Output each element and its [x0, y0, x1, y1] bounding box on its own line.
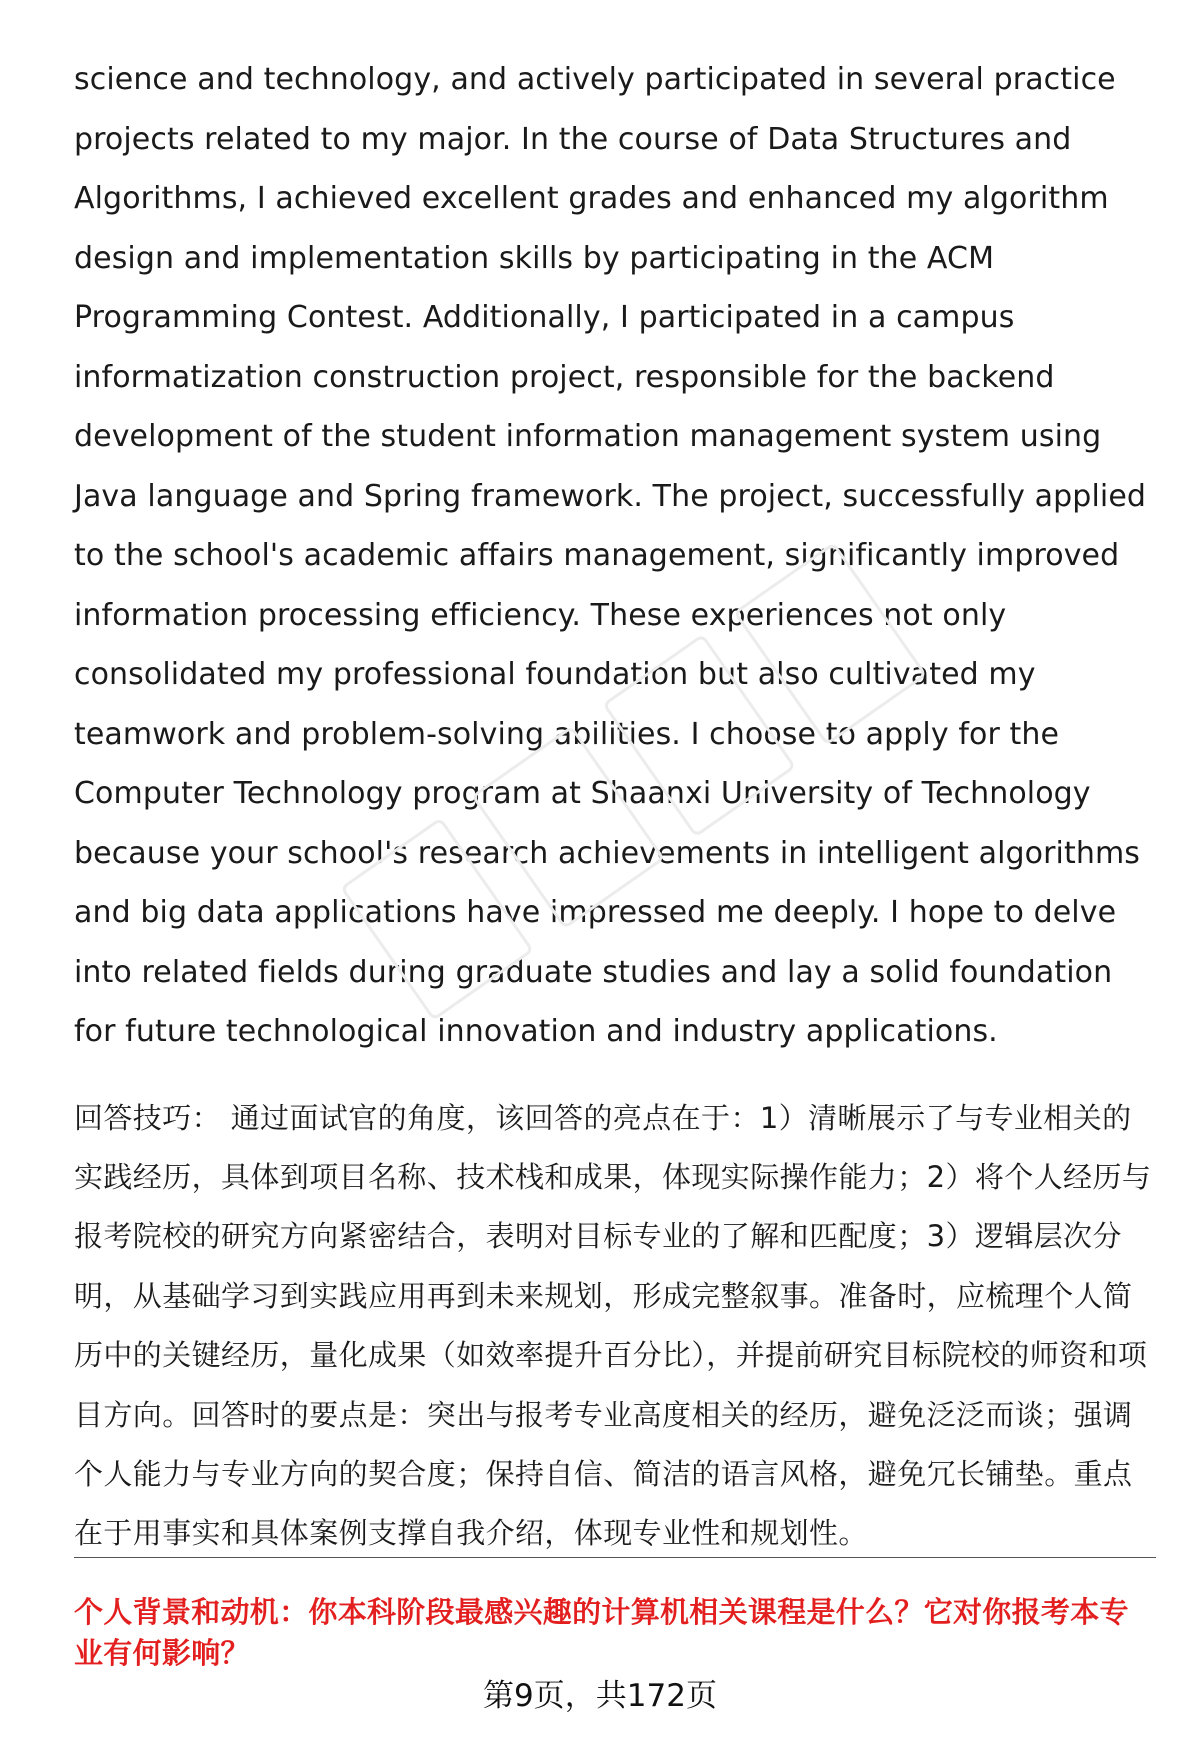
section-divider: [74, 1557, 1156, 1558]
next-question-heading: 个人背景和动机：你本科阶段最感兴趣的计算机相关课程是什么？它对你报考本专业有何影响？: [74, 1595, 1129, 1670]
answer-tips: [74, 1089, 1156, 1564]
answer-paragraph: science and technology, and actively participated in several practice projects related to my major. In the course of Data Structures and Algorithms, I achieved excellent grades and enhanced my algorithm design and implementation skills by participating in the ACM Programming Contest. Additionally, I participated in a campus informatization construction project, responsible for the backend development of the student information management system using Java language and Spring framework. The project, successfully applied to the school's academic affairs management, significantly improved information processing efficiency. These experiences not only consolidated my professional foundation but also cultivated my teamwork and problem-solving abilities. I choose to apply for the Computer Technology program at Shaanxi University of Technology because your school's research achievements in intelligent algorithms and big data applications have impressed me deeply. I hope to delve into related fields during graduate studies and lay a solid foundation for future technological innovation and industry applications.: [74, 62, 1147, 1049]
tips-label: 回答技巧：: [74, 1100, 222, 1135]
page-number: 第9页，共172页: [483, 1678, 717, 1714]
tips-text: 通过面试官的角度，该回答的亮点在于：1）清晰展示了与专业相关的实践经历，具体到项目名称、技术栈和成果，体现实际操作能力；2）将个人经历与报考院校的研究方向紧密结合，表明对目标专业的了解和匹配度；3）逻辑层次分明，从基础学习到实践应用再到未来规划，形成完整叙事。准备时，应梳理个人简历中的关键经历，量化成果（如效率提升百分比），并提前研究目标院校的师资和项目方向。回答时的要点是：突出与报考专业高度相关的经历，避免泛泛而谈；强调个人能力与专业方向的契合度；保持自信、简洁的语言风格，避免冗长铺垫。重点在于用事实和具体案例支撑自我介绍，体现专业性和规划性。: [74, 1100, 1152, 1551]
document-body: [74, 50, 1156, 1564]
